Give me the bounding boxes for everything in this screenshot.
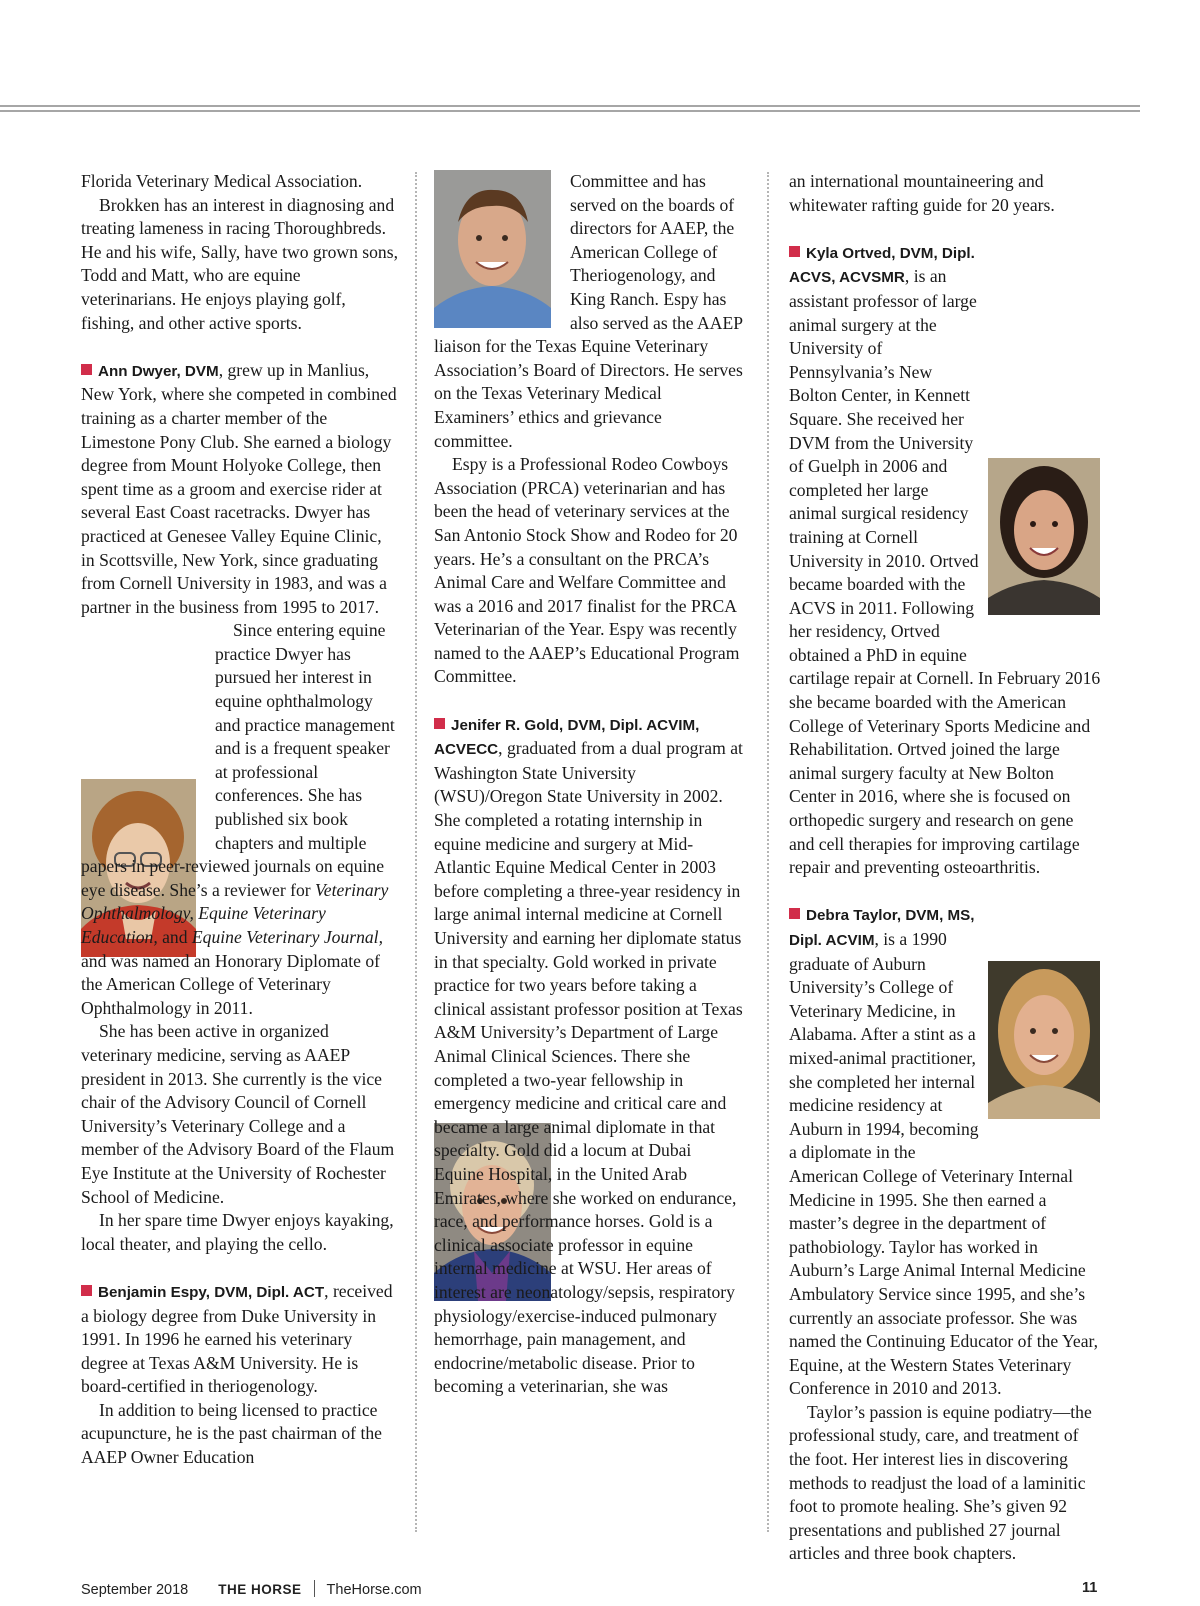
bio-name: Kyla Ortved, DVM, Dipl. ACVS, ACVSMR <box>789 244 975 287</box>
bio-text: , grew up in Manlius, New York, where she competed in combined training as a charter member of the Limestone Pony Club. She earned a biology degree from Mount Holyoke College, then spent time as a groom and exercise rider at several East Coast racetracks. Dwyer has practiced at Genesee Valley Equine Clinic, in Scottsville, New York, since graduating from Cornell University in 1983, and was a partner in the business from 1995 to 2017. <box>81 359 397 617</box>
photo-wrap-space <box>979 502 1101 664</box>
paragraph: Espy is a Professional Rodeo Cowboys Association (PRCA) veterinarian and has been the head of veterinary services at the San Antonio Stock Show and Rodeo for 20 years. He’s a consultant on the PRCA’s Animal Care and Welfare Committee and was a 2016 and 2017 finalist for the PRCA Veterinarian of the Year. Espy was recently named to the AAEP’s Educational Program Committee. <box>434 454 740 687</box>
bio-text: , is an assistant professor of large animal surgery at the University of Pennsylvania’s New Bolton Center, in Kennett Square. She received her DVM from the University of Guelph in 2006 and completed her large animal surgical residency training at Cornell University in 2010. Ortved became boarded with the ACVS in 2011. Following her residency, Ortved obtained a PhD in equine cartilage repair at Cornell. In February 2016 she became boarded with the American College of Veterinary Sports Medicine and Rehabilitation. Ortved joined the large animal surgery faculty at New Bolton Center in 2016, where she is focused on orthopedic surgery and research on gene and cell therapies for improving cartilage repair and preventing osteoarthritis. <box>789 266 1101 878</box>
bio-text: , received a biology degree from Duke University in 1991. In 1996 he earned his veterinary degree at Texas A&M University. He is board-certified in theriogenology. <box>81 1280 393 1397</box>
paragraph: Brokken has an interest in diagnosing and treating lameness in racing Thoroughbreds. He and his wife, Sally, have two grown sons, Todd and Matt, who are equine veterinarians. He enjoys playing golf, fishing, and other active sports. <box>81 194 398 333</box>
footer-magazine-name: THE HORSE <box>218 1582 302 1597</box>
conjunction: and <box>157 927 192 947</box>
paragraph: In addition to being licensed to practice acupuncture, he is the past chairman of the AAEP Owner Education <box>81 1399 382 1468</box>
journal-title: Equine Veterinary Journal, <box>191 927 383 947</box>
footer-website: TheHorse.com <box>326 1582 422 1598</box>
footer <box>81 1580 422 1598</box>
bio-text: , is a 1990 graduate of Auburn University’s College of Veterinary Medicine, in Alabama. After a stint as a mixed-animal practitioner, she completed her internal medicine residency at Auburn in 1994, becoming a diplomate in the American College of Veterinary Internal Medicine in 1995. She then earned a master’s degree in the department of pathobiology. Taylor has worked in Auburn’s Large Animal Internal Medicine Ambulatory Service since 1995, and she’s currently an associate professor. She was named the Continuing Educator of the Year, Equine, at the Western States Veterinary Conference in 2010 and 2013. <box>789 929 1099 1399</box>
photo-wrap-space <box>979 1000 1101 1164</box>
header-rule-bottom <box>0 110 1140 112</box>
bullet-square-icon <box>434 718 445 729</box>
bio-text: , graduated from a dual program at Washington State University (WSU)/Oregon State University in 2002. She completed a rotating internship in equine medicine and surgery at Mid-Atlantic Equine Medical Center in 2003 before completing a three-year residency in large animal internal medicine at Cornell University and earning her diplomate status in that specialty. Gold worked in private practice for two years before taking a clinical assistant professor position at Texas A&M University’s Department of Large Animal Clinical Sciences. There she completed a two-year fellowship in emergency medicine and critical care and became a large animal diplomate in that specialty. Gold did a locum at Dubai Equine Hospital, in the United Arab Emirates, where she worked on endurance, race, and performance horses. Gold is a clinical associate professor in equine internal medicine at WSU. Her areas of interest are neonatology/sepsis, respiratory physiology/exercise-induced pulmonary hemorrhage, pain management, and endocrine/metabolic disease. Prior to becoming a veterinarian, she was <box>434 738 743 1397</box>
bullet-square-icon <box>789 246 800 257</box>
column-separator-1 <box>415 172 417 1532</box>
paragraph: Committee and has served on the boards of directors for AAEP, the American College of Theriogenology, and King Ranch. Espy has also served as the AAEP liaison for the Texas Equine Veterinary Association’s Board of Directors. He serves on the Texas Veterinary Medical Examiners’ ethics and grievance committee. <box>434 171 743 451</box>
paragraph: Taylor’s passion is equine podiatry—the professional study, care, and treatment of the foot. Her interest lies in discovering methods to readjust the load of a laminitic foot to promote healing. She’s given 92 presentations and published 27 journal articles and three book chapters. <box>789 1401 1092 1564</box>
photo-wrap-space <box>81 619 215 834</box>
journal-title: Veterinary Ophthalmology, Equine Veterinary Education, <box>81 879 389 947</box>
paragraph: She has been active in organized veterinary medicine, serving as AAEP president in 2013. She currently is the vice chair of the Advisory Council of Cornell University’s Veterinary College and a member of the Advisory Board of the Flaum Eye Institute at the University of Rochester School of Medicine. <box>81 1021 395 1207</box>
bio-name: Debra Taylor, DVM, MS, Dipl. ACVIM <box>789 907 975 949</box>
column-separator-2 <box>767 172 769 1532</box>
photo-wrap-space <box>434 170 570 335</box>
column-2 <box>434 170 744 1399</box>
footer-date: September 2018 <box>81 1582 189 1598</box>
bullet-square-icon <box>81 1285 92 1296</box>
bullet-square-icon <box>81 364 92 375</box>
bullet-square-icon <box>789 908 800 919</box>
paragraph: an international mountaineering and whitewater rafting guide for 20 years. <box>789 171 1055 215</box>
column-3 <box>789 170 1101 1566</box>
paragraph: Florida Veterinary Medical Association. <box>81 171 363 191</box>
bio-name: Jenifer R. Gold, DVM, Dipl. ACVIM, ACVECC <box>434 716 700 759</box>
header-rule-top <box>0 105 1140 107</box>
footer-divider <box>314 1580 315 1597</box>
bio-benjamin-espy <box>81 1280 399 1399</box>
column-1 <box>81 170 399 1470</box>
bio-name: Ann Dwyer, DVM <box>98 362 219 380</box>
paragraph-text: and was named an Honorary Diplomate of the American College of Veterinary Ophthalmology in 2011. <box>81 950 380 1018</box>
paragraph-text: Since entering equine practice Dwyer has pursued her interest in equine ophthalmology and practice management and is a frequent speaker at professional conferences. She has published six book chapters and multiple papers in peer-reviewed journals on equine eye disease. She’s a reviewer for <box>81 620 395 900</box>
paragraph: In her spare time Dwyer enjoys kayaking, local theater, and playing the cello. <box>81 1210 394 1254</box>
bio-ann-dwyer <box>81 359 399 620</box>
bio-name: Benjamin Espy, DVM, Dipl. ACT <box>98 1283 325 1301</box>
page-number: 11 <box>1082 1580 1098 1596</box>
bio-jenifer-gold <box>434 713 744 1399</box>
